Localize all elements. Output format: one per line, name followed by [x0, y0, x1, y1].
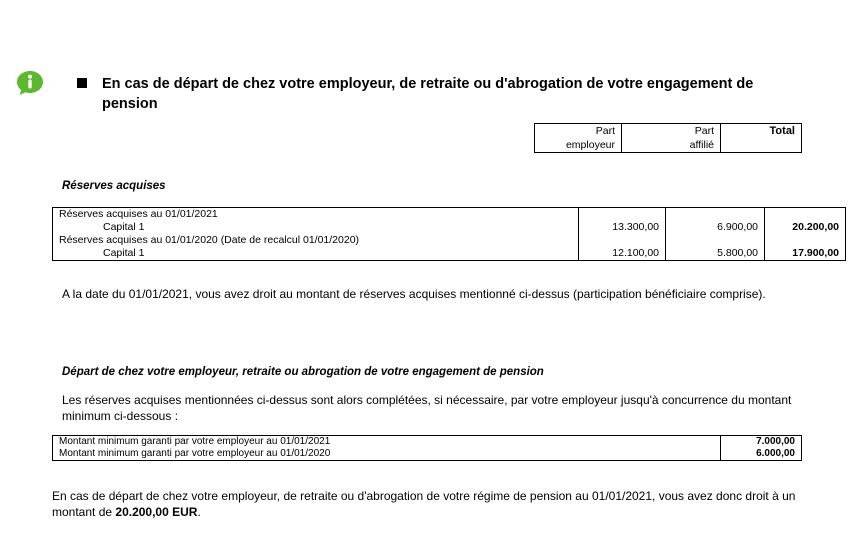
reserves-note: A la date du 01/01/2021, vous avez droit au montant de réserves acquises mentionné ci-dessus (participation bénéficiaire comprise).: [62, 287, 766, 301]
reserves-table: [52, 207, 846, 261]
minimum-amount-table: [52, 435, 802, 461]
departure-title: Départ de chez votre employeur, retraite ou abrogation de votre engagement de pension: [62, 366, 544, 378]
conclusion-text: En cas de départ de chez votre employeur, de retraite ou d'abrogation de votre régime de pension au 01/01/2021, vous avez donc droit à un montant de 20.200,00 EUR.: [52, 489, 796, 519]
section-heading: En cas de départ de chez votre employeur, de retraite ou d'abrogation de votre engagement de pension: [102, 76, 754, 112]
table-row: Réserves acquises au 01/01/2020 (Date de recalcul 01/01/2020): [53, 234, 846, 247]
col-header-employer: Part employeur: [535, 124, 622, 153]
table-row: Capital 1 13.300,00 6.900,00 20.200,00: [53, 221, 846, 234]
conclusion-amount: 20.200,00 EUR: [115, 505, 198, 519]
table-row: Capital 1 12.100,00 5.800,00 17.900,00: [53, 247, 846, 261]
column-header-table: [534, 123, 802, 153]
reserves-title: Réserves acquises: [62, 180, 166, 192]
table-row: Montant minimum garanti par votre employeur au 01/01/2020 6.000,00: [53, 448, 802, 461]
departure-text: Les réserves acquises mentionnées ci-dessus sont alors complétées, si nécessaire, par votre employeur jusqu'à concurrence du montant minimum ci-dessous :: [62, 393, 792, 423]
bullet-square-icon: [77, 78, 87, 88]
col-header-member: Part affilié: [622, 124, 721, 153]
table-row: Réserves acquises au 01/01/2021: [53, 208, 846, 222]
col-header-total: Total: [721, 124, 802, 153]
table-row: Montant minimum garanti par votre employeur au 01/01/2021 7.000,00: [53, 436, 802, 449]
info-icon[interactable]: [16, 70, 44, 96]
